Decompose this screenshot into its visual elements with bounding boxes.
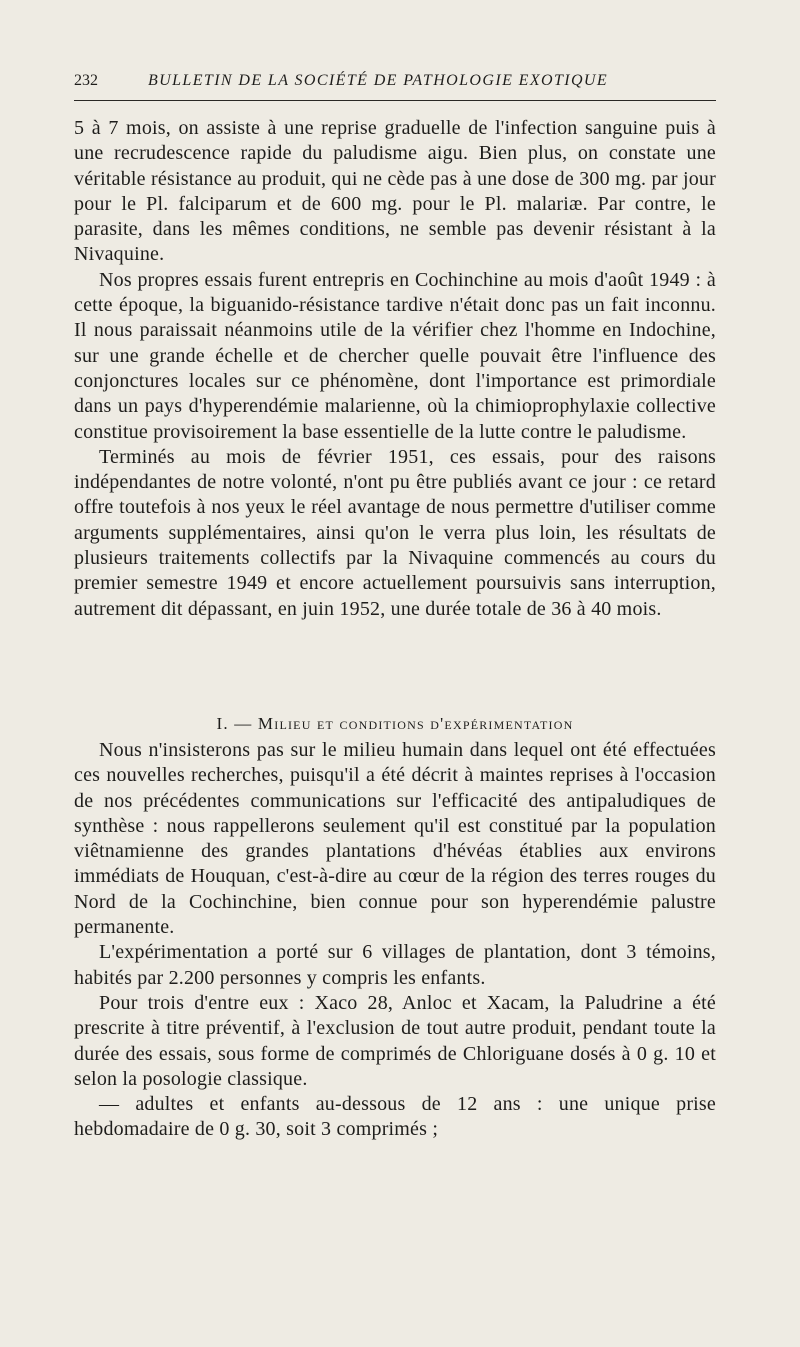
paragraph: — adultes et enfants au-dessous de 12 ans : une unique prise hebdomadaire de 0 g. 30, soit 3 comprimés ; (74, 1093, 716, 1141)
running-title: BULLETIN DE LA SOCIÉTÉ DE PATHOLOGIE EXOTIQUE (148, 72, 609, 89)
body-text-top (74, 116, 716, 622)
header-rule (74, 100, 716, 101)
page-number: 232 (74, 72, 98, 89)
page-header (74, 72, 714, 96)
paragraph: Terminés au mois de février 1951, ces essais, pour des raisons indépendantes de notre volonté, n'ont pu être publiés avant ce jour : ce retard offre toutefois à nos yeux le réel avantage de nous permettre d'utiliser comme arguments supplémentaires, ainsi qu'on le verra plus loin, les résultats de plusieurs traitements collectifs par la Nivaquine commencés au cours du premier semestre 1949 et encore actuellement poursuivis sans interruption, autrement dit dépassant, en juin 1952, une durée totale de 36 à 40 mois. (74, 445, 716, 620)
paragraph: L'expérimentation a porté sur 6 villages de plantation, dont 3 témoins, habités par 2.200 personnes y compris les enfants. (74, 941, 716, 989)
body-text-bottom (74, 738, 716, 1143)
paragraph: 5 à 7 mois, on assiste à une reprise graduelle de l'infection sanguine puis à une recrudescence rapide du paludisme aigu. Bien plus, on constate une véritable résistance au produit, qui ne cède pas à une dose de 300 mg. par jour pour le Pl. falciparum et de 600 mg. pour le Pl. malariæ. Par contre, le parasite, dans les mêmes conditions, ne semble pas devenir résistant à la Nivaquine. (74, 117, 716, 266)
paragraph: Pour trois d'entre eux : Xaco 28, Anloc et Xacam, la Paludrine a été prescrite à titre préventif, à l'exclusion de tout autre produit, pendant toute la durée des essais, sous forme de comprimés de Chloriguane dosés à 0 g. 10 et selon la posologie classique. (74, 991, 716, 1090)
paragraph: Nos propres essais furent entrepris en Cochinchine au mois d'août 1949 : à cette époque, la biguanido-résistance tardive n'était donc pas un fait inconnu. Il nous paraissait néanmoins utile de la vérifier chez l'homme en Indochine, sur une grande échelle et de chercher quelle pouvait être l'influence des conjonctures locales sur ce phénomène, dont l'importance est primordiale dans un pays d'hyperendémie malarienne, où la chimioprophylaxie collective constitue provisoirement la base essentielle de la lutte contre le paludisme. (74, 268, 716, 443)
section-heading: I. — Milieu et conditions d'expérimentation (216, 714, 574, 733)
paragraph: Nous n'insisterons pas sur le milieu humain dans lequel ont été effectuées ces nouvelles recherches, puisqu'il a été décrit à maintes reprises à l'occasion de nos précédentes communications sur l'efficacité des antipaludiques de synthèse : nous rappellerons seulement qu'il est constitué par la population viêtnamienne des grandes plantations d'hévéas établies aux environs immédiats de Houquan, c'est-à-dire au cœur de la région des terres rouges du Nord de la Cochinchine, bien connue pour son hyperendémie palustre permanente. (74, 739, 716, 939)
